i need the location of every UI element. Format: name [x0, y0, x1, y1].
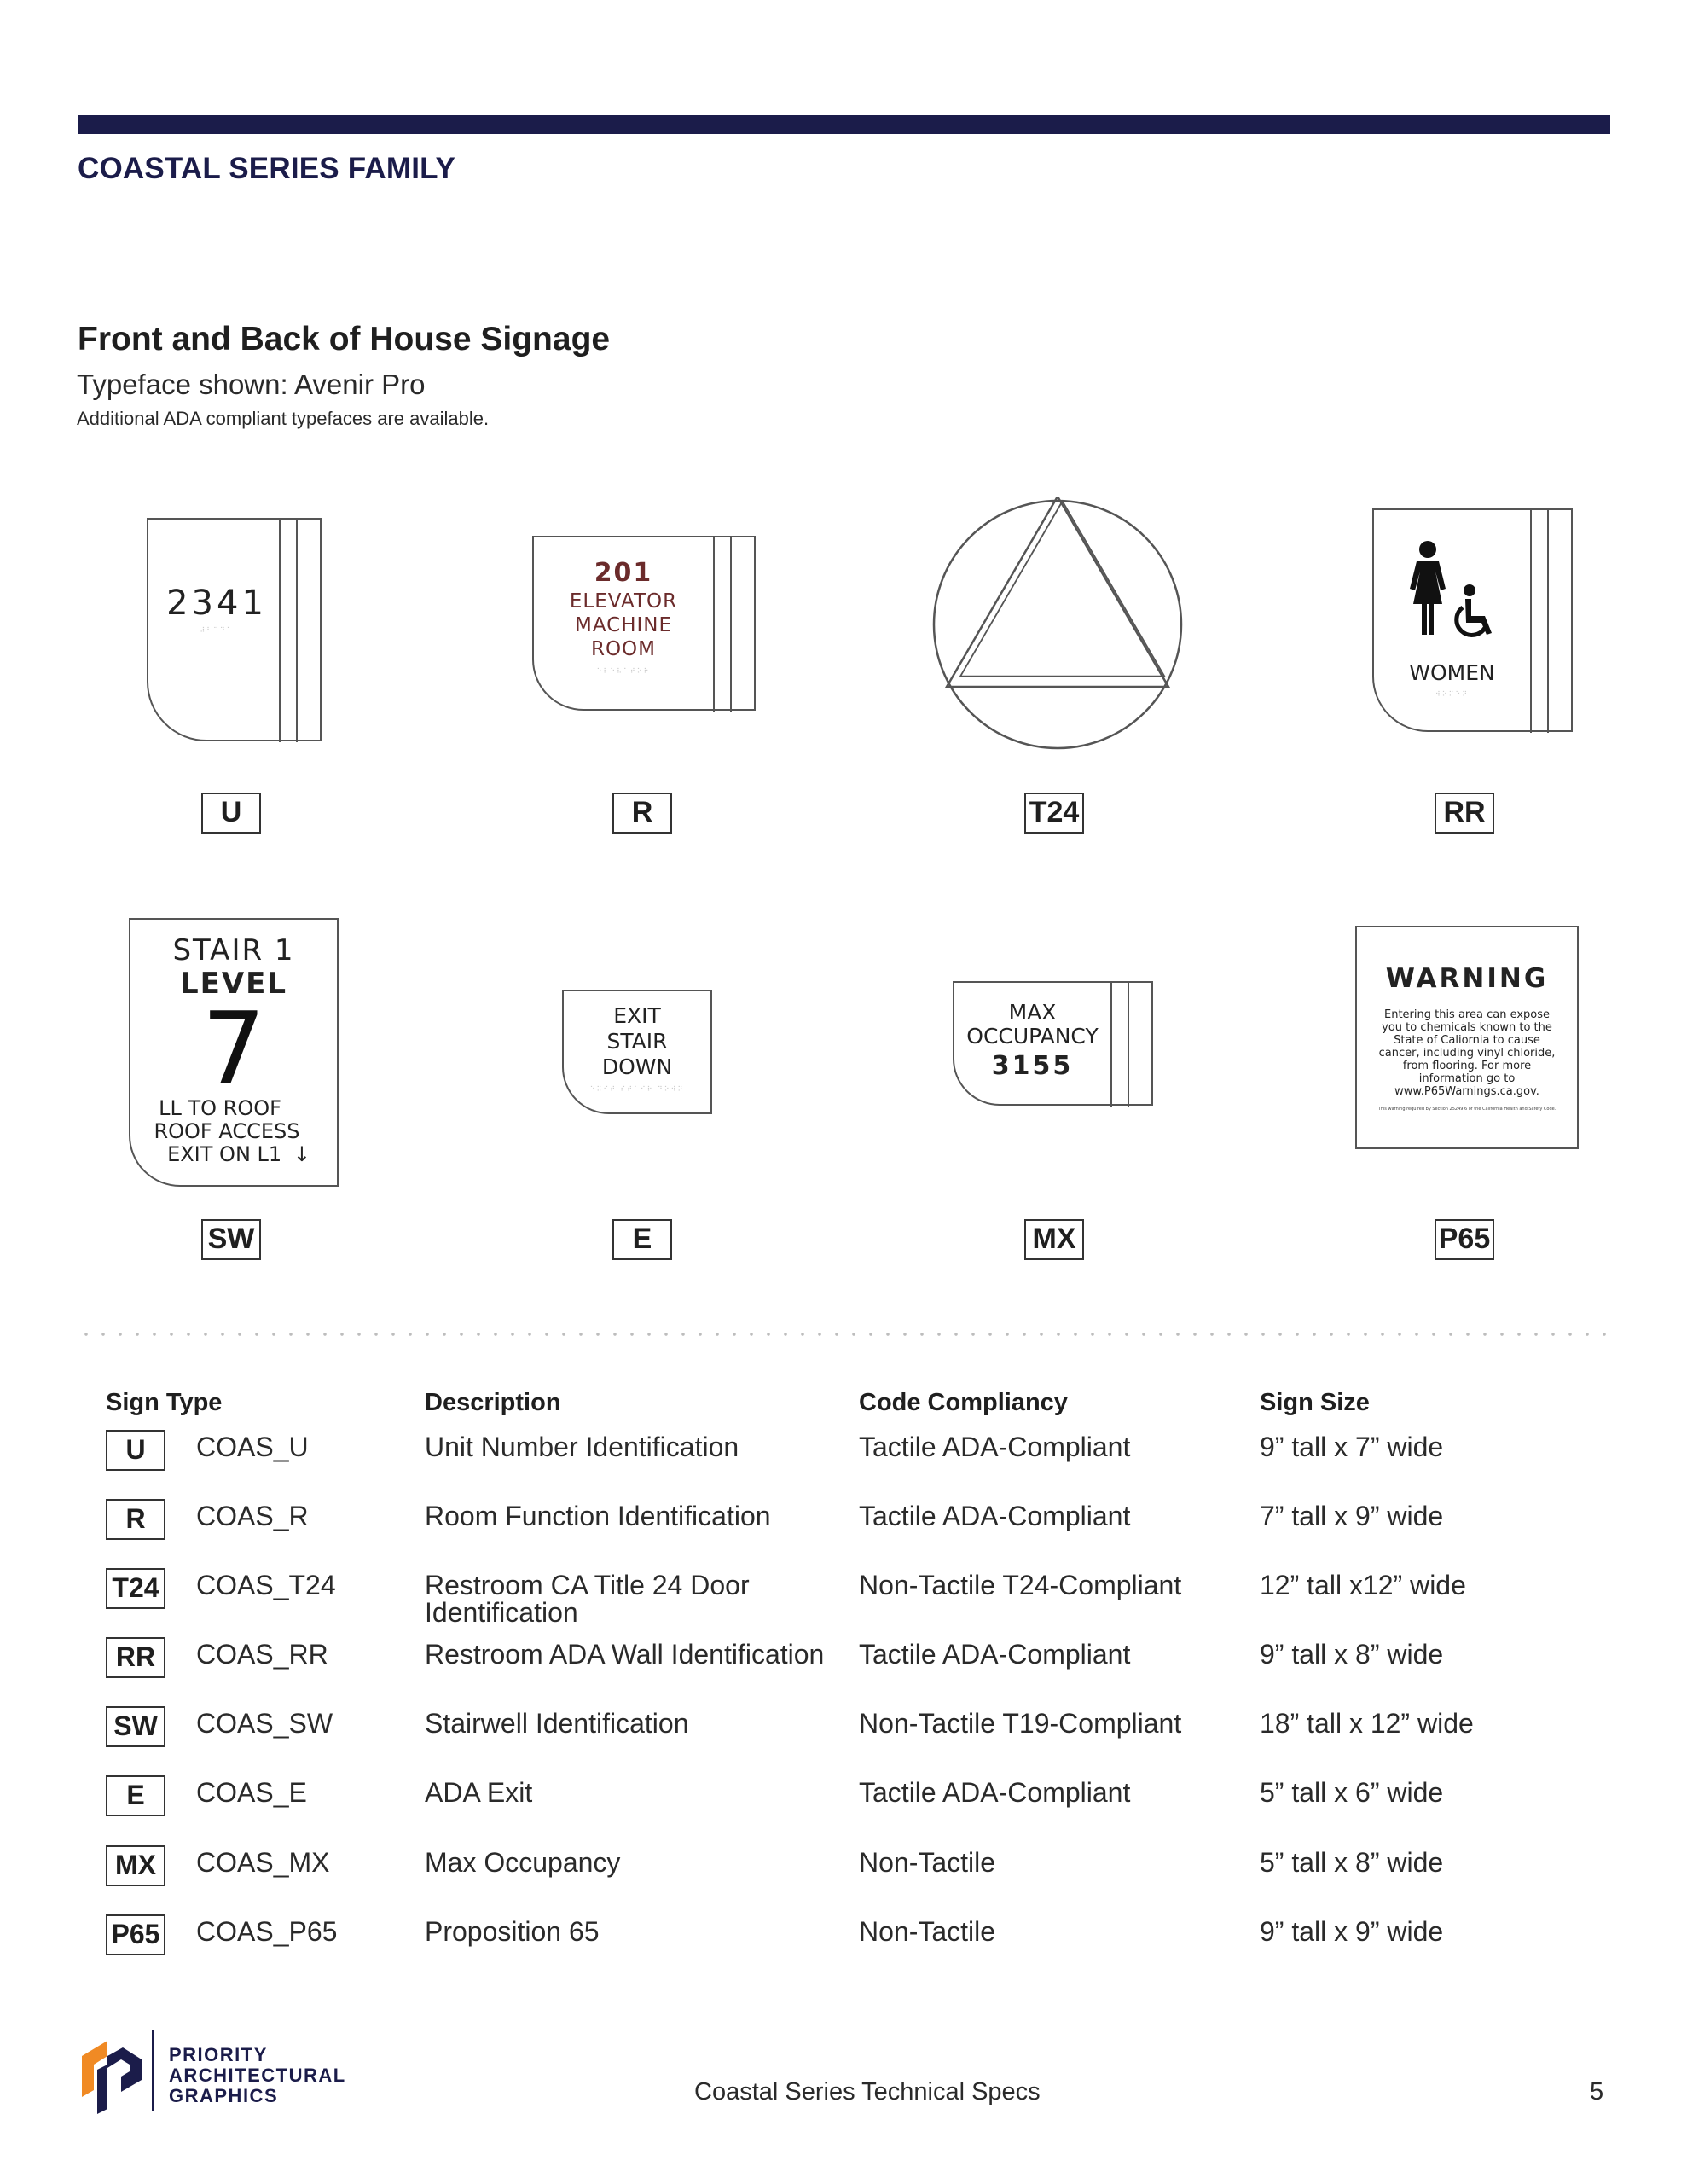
logo-line3: GRAPHICS [169, 2085, 279, 2106]
row-description: Stairwell Identification [425, 1708, 689, 1739]
sign-e-tag: E [612, 1219, 672, 1260]
row-compliancy: Non-Tactile [859, 1847, 996, 1878]
sign-r-line3: ROOM [590, 638, 657, 660]
sign-mx-number: 3155 [991, 1051, 1074, 1081]
row-tag: MX [106, 1845, 165, 1886]
table-row [0, 1775, 1687, 1844]
row-compliancy: Non-Tactile [859, 1916, 996, 1947]
sign-p65-tag: P65 [1435, 1219, 1494, 1260]
sign-sw-line5 [136, 1142, 342, 1166]
row-size: 9” tall x 9” wide [1260, 1916, 1444, 1947]
col-header-description: Description [425, 1389, 561, 1416]
header-rule [78, 115, 1610, 134]
row-code-name: COAS_E [196, 1777, 307, 1808]
sign-sw-line4: ROOF ACCESS [154, 1119, 300, 1143]
sign-e-illustration: EXIT STAIR DOWN ⠑⠭⠊⠞ ⠎⠞⠁⠊⠗ ⠙⠕⠺⠝ [562, 990, 712, 1114]
col-header-sign-type: Sign Type [106, 1389, 223, 1416]
table-row [0, 1845, 1687, 1914]
row-compliancy: Non-Tactile T19-Compliant [859, 1708, 1182, 1739]
row-size: 5” tall x 6” wide [1260, 1777, 1444, 1808]
sign-u-number: 2341 [166, 584, 267, 623]
row-code-name: COAS_RR [196, 1639, 328, 1670]
row-description: Max Occupancy [425, 1847, 621, 1878]
sign-e-line1: EXIT [613, 1003, 661, 1028]
row-code-name: COAS_T24 [196, 1570, 336, 1600]
down-arrow-icon: ↓ [293, 1142, 310, 1166]
sign-p65-title: WARNING [1385, 963, 1549, 994]
row-compliancy: Tactile ADA-Compliant [859, 1501, 1131, 1531]
sign-u-illustration: 2341 ⠼⠃⠉⠙⠁ [147, 518, 322, 741]
sign-sw-line3: LL TO ROOF [159, 1096, 281, 1120]
sign-t24-tag: T24 [1024, 793, 1084, 834]
row-tag: SW [106, 1706, 165, 1747]
row-description: ADA Exit [425, 1777, 533, 1808]
row-description: Unit Number Identification [425, 1432, 739, 1462]
row-code-name: COAS_MX [196, 1847, 330, 1878]
sign-rr-tag: RR [1435, 793, 1494, 834]
row-tag: RR [106, 1637, 165, 1678]
table-row [0, 1568, 1687, 1636]
sign-r-line2: MACHINE [574, 614, 673, 636]
section-title: Front and Back of House Signage [78, 321, 611, 357]
sign-e-line2: STAIR [606, 1029, 668, 1054]
sign-mx-tag: MX [1024, 1219, 1084, 1260]
sign-p65-l5: from flooring. For more [1402, 1060, 1532, 1072]
footer-title: Coastal Series Technical Specs [694, 2078, 1041, 2106]
women-accessible-icon [1403, 539, 1497, 642]
table-row [0, 1637, 1687, 1705]
sign-r-illustration: 201 ELEVATOR MACHINE ROOM ⠑⠇⠑⠧⠁⠞⠕⠗ [532, 536, 756, 711]
sign-p65-fine: This warning required by Section 25249.6 of the California Health and Safety Code. [1377, 1107, 1557, 1112]
sign-sw-illustration [129, 918, 339, 1187]
sign-u-tag: U [201, 793, 261, 834]
row-compliancy: Non-Tactile T24-Compliant [859, 1570, 1182, 1600]
page-number: 5 [1590, 2078, 1604, 2106]
row-code-name: COAS_SW [196, 1708, 333, 1739]
row-compliancy: Tactile ADA-Compliant [859, 1639, 1131, 1670]
sign-sw-line5-text: EXIT ON L1 [167, 1142, 282, 1166]
logo-mark-icon [78, 2030, 155, 2116]
sign-sw-line2: LEVEL [179, 967, 288, 1001]
row-compliancy: Tactile ADA-Compliant [859, 1777, 1131, 1808]
logo-line2: ARCHITECTURAL [169, 2065, 346, 2086]
sign-r-number: 201 [594, 558, 653, 588]
series-family-title: COASTAL SERIES FAMILY [78, 152, 456, 185]
row-size: 9” tall x 7” wide [1260, 1432, 1444, 1462]
sign-mx-line1: MAX [1008, 1000, 1057, 1025]
sign-p65-l1: Entering this area can expose [1383, 1008, 1551, 1021]
company-logo [78, 2030, 351, 2116]
sign-sw-tag: SW [201, 1219, 261, 1260]
sign-p65-l3: State of Caliornia to cause [1394, 1034, 1540, 1047]
row-size: 5” tall x 8” wide [1260, 1847, 1444, 1878]
sign-t24-illustration [930, 497, 1186, 752]
sign-sw-number: 7 [201, 990, 266, 1107]
col-header-code-compliancy: Code Compliancy [859, 1389, 1068, 1416]
row-code-name: COAS_P65 [196, 1916, 338, 1947]
sign-p65-l6: information go to [1418, 1072, 1516, 1085]
row-tag: R [106, 1499, 165, 1540]
table-row [0, 1499, 1687, 1567]
logo-line1: PRIORITY [169, 2044, 268, 2065]
sign-r-line1: ELEVATOR [569, 590, 678, 613]
row-code-name: COAS_U [196, 1432, 309, 1462]
row-tag: T24 [106, 1568, 165, 1609]
row-size: 12” tall x12” wide [1260, 1570, 1466, 1600]
row-description: Proposition 65 [425, 1916, 600, 1947]
row-description: Restroom ADA Wall Identification [425, 1639, 825, 1670]
typeface-note: Additional ADA compliant typefaces are available. [77, 408, 490, 429]
row-description: Restroom CA Title 24 Door [425, 1570, 750, 1600]
sign-p65-l7: www.P65Warnings.ca.gov. [1394, 1085, 1539, 1098]
sign-r-tag: R [612, 793, 672, 834]
row-tag: U [106, 1430, 165, 1471]
sign-e-line3: DOWN [601, 1054, 673, 1079]
table-row [0, 1914, 1687, 1983]
sign-p65-l4: cancer, including vinyl chloride, [1378, 1047, 1556, 1060]
sign-sw-line1: STAIR 1 [172, 933, 295, 967]
row-code-name: COAS_R [196, 1501, 309, 1531]
row-compliancy: Tactile ADA-Compliant [859, 1432, 1131, 1462]
table-row [0, 1706, 1687, 1774]
dotted-divider [78, 1333, 1610, 1336]
typeface-line: Typeface shown: Avenir Pro [77, 369, 426, 400]
row-tag: P65 [106, 1914, 165, 1955]
row-size: 9” tall x 8” wide [1260, 1639, 1444, 1670]
sign-mx-illustration [953, 981, 1153, 1106]
sign-p65-l2: you to chemicals known to the [1382, 1021, 1552, 1034]
row-size: 18” tall x 12” wide [1260, 1708, 1474, 1739]
table-row [0, 1430, 1687, 1498]
row-size: 7” tall x 9” wide [1260, 1501, 1444, 1531]
sign-mx-line2: OCCUPANCY [966, 1024, 1099, 1048]
sign-rr-text: WOMEN [1409, 660, 1495, 685]
sign-rr-illustration: WOMEN ⠺⠕⠍⠑⠝ [1372, 508, 1573, 732]
row-description-line2: Identification [425, 1597, 578, 1628]
row-tag: E [106, 1775, 165, 1816]
sign-p65-illustration [1355, 926, 1579, 1149]
col-header-sign-size: Sign Size [1260, 1389, 1370, 1416]
row-description: Room Function Identification [425, 1501, 771, 1531]
